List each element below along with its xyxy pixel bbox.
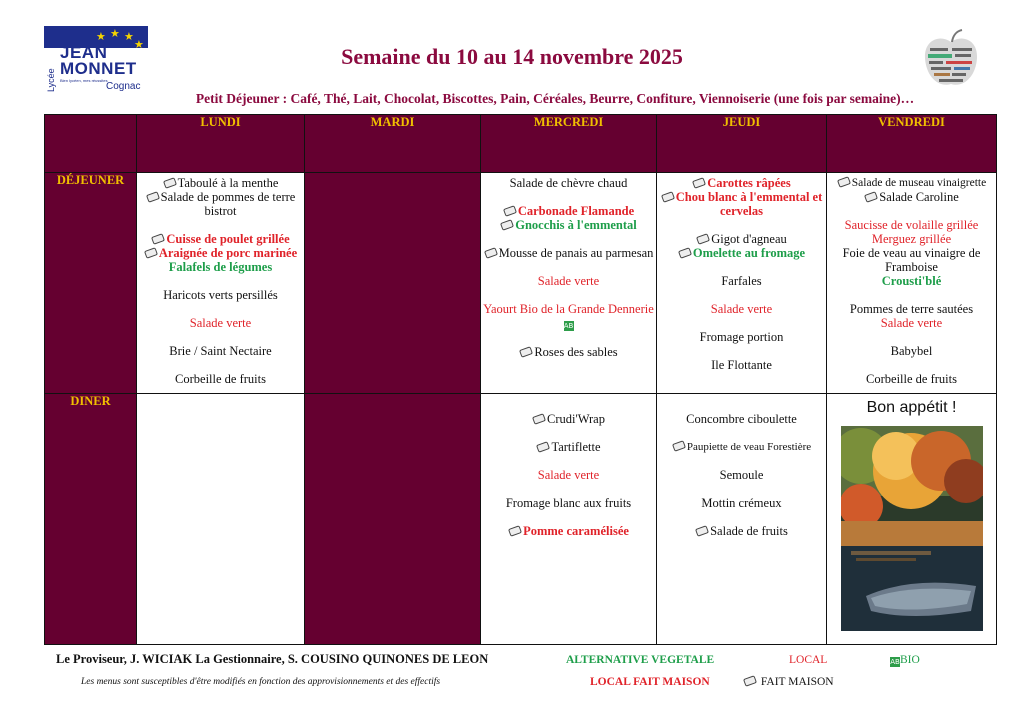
menu-item: Falafels de légumes <box>168 260 273 274</box>
menu-item: Chou blanc à l'emmental et cervelas <box>657 190 826 218</box>
menu-item: Babybel <box>890 344 933 358</box>
fait-maison-icon <box>678 248 691 258</box>
dejeuner-mercredi <box>481 173 657 394</box>
menu-item: Salade de museau vinaigrette <box>827 176 996 190</box>
fait-maison-icon <box>146 192 159 202</box>
logo-lycee: Lycée <box>46 68 56 92</box>
menu-item: Crousti'blé <box>881 274 942 288</box>
menu-item: Salade de fruits <box>657 524 826 538</box>
fait-maison-icon <box>163 178 176 188</box>
fait-maison-icon <box>532 414 545 424</box>
fait-maison-icon <box>151 234 164 244</box>
menu-item: Paupiette de veau Forestière <box>657 440 826 454</box>
day-header-lundi: LUNDI <box>137 115 305 173</box>
menu-item: Yaourt Bio de la Grande Dennerie AB <box>483 302 654 330</box>
fait-maison-icon <box>672 441 685 451</box>
corner-cell <box>45 115 137 173</box>
menu-item: Semoule <box>719 468 764 482</box>
fait-maison-icon <box>743 676 756 686</box>
breakfast-line: Petit Déjeuner : Café, Thé, Lait, Chocolat, Biscottes, Pain, Céréales, Beurre, Confiture, Viennoiserie (une fois par semaine)… <box>195 91 915 106</box>
dejeuner-row <box>45 173 997 394</box>
star-icon: ★ <box>110 27 120 40</box>
fait-maison-icon <box>519 347 532 357</box>
menu-item: Cuisse de poulet grillée <box>137 232 304 246</box>
diner-mardi <box>305 394 481 645</box>
legend-bio: ABBIO <box>890 654 920 666</box>
menu-item: Foie de veau au vinaigre de Framboise <box>842 246 981 274</box>
menu-item: Carottes râpées <box>657 176 826 190</box>
menu-item: Gigot d'agneau <box>657 232 826 246</box>
bio-icon: AB <box>563 322 574 330</box>
diner-row <box>45 394 997 645</box>
day-header-mardi: MARDI <box>305 115 481 173</box>
menu-item: Haricots verts persillés <box>163 288 278 302</box>
menu-item: Saucisse de volaille grillée <box>844 218 979 232</box>
day-header-mercredi: MERCREDI <box>481 115 657 173</box>
logo-city: Cognac <box>106 81 141 92</box>
menu-item: Salade verte <box>880 316 943 330</box>
menu-item: Brie / Saint Nectaire <box>169 344 272 358</box>
diner-jeudi <box>657 394 827 645</box>
fait-maison-icon <box>695 526 708 536</box>
menu-item: Araignée de porc marinée <box>137 246 304 260</box>
menu-item: Salade verte <box>710 302 773 316</box>
menu-item: Corbeille de fruits <box>175 372 266 386</box>
menu-item: Salade de chèvre chaud <box>509 176 628 190</box>
table-header-row <box>45 115 997 173</box>
menu-item: Salade de pommes de terre bistrot <box>137 190 304 218</box>
menu-item: Fromage portion <box>699 330 784 344</box>
legend-local-fait-maison: LOCAL FAIT MAISON <box>590 676 710 688</box>
bio-icon: AB <box>890 658 900 666</box>
menu-item: Fromage blanc aux fruits <box>505 496 632 510</box>
star-icon: ★ <box>124 30 134 43</box>
diner-mercredi <box>481 394 657 645</box>
menu-item: Gnocchis à l'emmental <box>481 218 656 232</box>
menu-item: Mottin crémeux <box>701 496 782 510</box>
fait-maison-icon <box>500 220 513 230</box>
fait-maison-icon <box>536 442 549 452</box>
menu-item: Salade verte <box>189 316 252 330</box>
legend-local: LOCAL <box>789 654 828 666</box>
fait-maison-icon <box>508 526 521 536</box>
menu-item: Ile Flottante <box>711 358 772 372</box>
page-title: Semaine du 10 au 14 novembre 2025 <box>341 44 683 69</box>
menu-item: Concombre ciboulette <box>686 412 797 426</box>
dejeuner-lundi <box>137 173 305 394</box>
fait-maison-icon <box>144 248 157 258</box>
fait-maison-icon <box>661 192 674 202</box>
weekly-menu-table <box>44 114 997 645</box>
day-header-vendredi: VENDREDI <box>827 115 997 173</box>
legend-alternative-vegetale: ALTERNATIVE VEGETALE <box>566 654 715 666</box>
menu-item: Pomme caramélisée <box>481 524 656 538</box>
star-icon: ★ <box>134 38 144 51</box>
legend-fait-maison: FAIT MAISON <box>743 676 834 688</box>
menu-item: Salade verte <box>537 468 600 482</box>
row-label-dejeuner: DÉJEUNER <box>45 173 137 394</box>
fait-maison-icon <box>484 248 497 258</box>
menu-item: Pommes de terre sautées <box>849 302 974 316</box>
menu-item: Farfales <box>721 274 762 288</box>
menu-item: Salade verte <box>537 274 600 288</box>
menu-item: Corbeille de fruits <box>866 372 957 386</box>
logo-monnet: MONNET <box>60 59 137 78</box>
diner-vendredi <box>827 394 997 645</box>
fait-maison-icon <box>864 192 877 202</box>
menu-item: Crudi'Wrap <box>481 412 656 426</box>
menu-item: Merguez grillée <box>871 232 952 246</box>
fait-maison-icon <box>696 234 709 244</box>
star-icon: ★ <box>96 30 106 43</box>
menu-item: Tartiflette <box>481 440 656 454</box>
row-label-diner: DINER <box>45 394 137 645</box>
fait-maison-icon <box>503 206 516 216</box>
menu-item: Omelette au fromage <box>657 246 826 260</box>
day-header-jeudi: JEUDI <box>657 115 827 173</box>
menu-item: Taboulé à la menthe <box>137 176 304 190</box>
dejeuner-mardi <box>305 173 481 394</box>
logo-jean: JEAN <box>60 43 108 62</box>
dejeuner-jeudi <box>657 173 827 394</box>
menu-item: Salade Caroline <box>827 190 996 204</box>
fait-maison-icon <box>692 178 705 188</box>
signatures: Le Proviseur, J. WICIAK La Gestionnaire, S. COUSINO QUINONES DE LEON <box>56 652 489 666</box>
bon-appetit-text: Bon appétit ! <box>866 399 957 416</box>
menu-item: Roses des sables <box>481 345 656 359</box>
menu-item: Mousse de panais au parmesan <box>481 246 656 260</box>
fait-maison-icon <box>837 177 850 187</box>
disclaimer-note: Les menus sont susceptibles d'être modifiés en fonction des approvisionnements et des effectifs <box>81 677 441 687</box>
diner-lundi <box>137 394 305 645</box>
autumn-lake-photo <box>841 426 983 631</box>
logo-tagline: Bien lycéen, mes réussites <box>60 78 108 83</box>
dejeuner-vendredi <box>827 173 997 394</box>
menu-item: Carbonade Flamande <box>481 204 656 218</box>
